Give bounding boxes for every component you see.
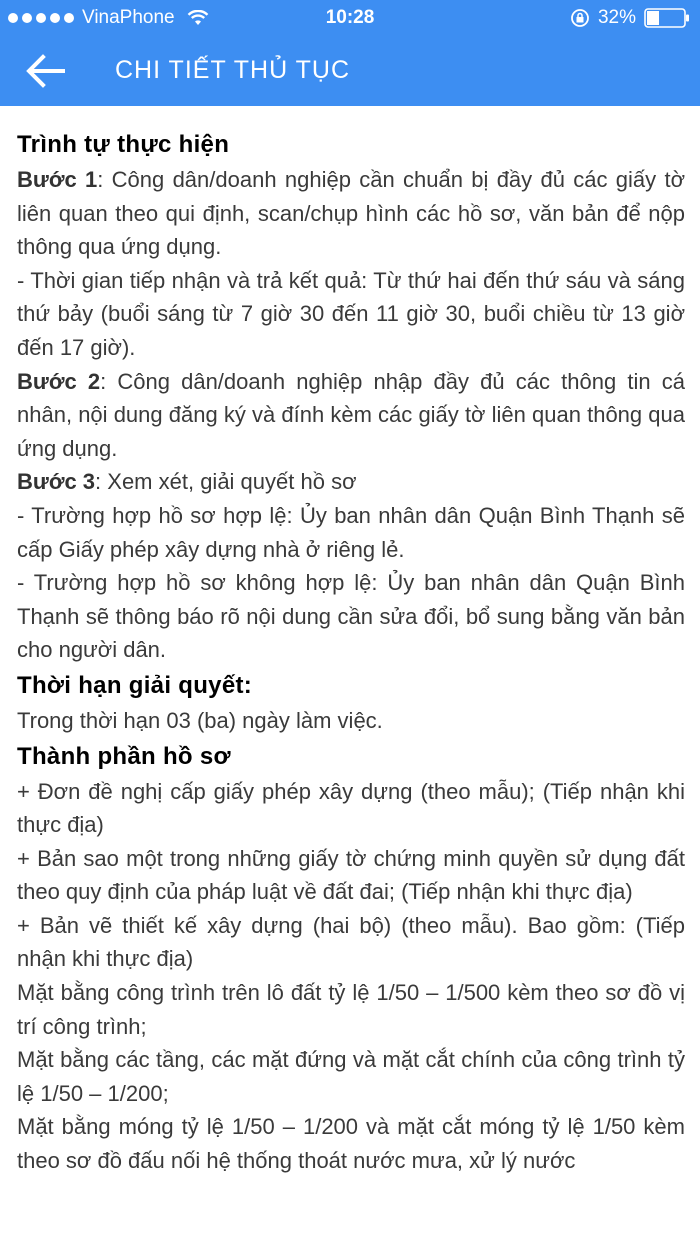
battery-percent: 32% xyxy=(597,7,636,28)
status-right xyxy=(570,0,690,36)
clock: 10:28 xyxy=(325,7,375,28)
document-item: + Bản sao một trong những giấy tờ chứng minh quyền sử dụng đất theo quy định của pháp luật về đất đai; (Tiếp nhận khi thực địa) xyxy=(17,845,685,905)
arrow-left-icon xyxy=(25,54,65,88)
step-1-note: - Thời gian tiếp nhận và trả kết quả: Từ thứ hai đến thứ sáu và sáng thứ bảy (buổi sáng từ 7 giờ 30 đến 11 giờ 30, buổi chiều từ 13 giờ đến 17 giờ). xyxy=(17,267,685,360)
deadline-text: Trong thời hạn 03 (ba) ngày làm việc. xyxy=(17,707,383,733)
procedure-detail-content xyxy=(17,126,685,1178)
carrier-name: VinaPhone xyxy=(82,7,175,28)
document-item: Mặt bằng móng tỷ lệ 1/50 – 1/200 và mặt cắt móng tỷ lệ 1/50 kèm theo sơ đồ đấu nối hệ thống thoát nước mưa, xử lý nước xyxy=(17,1114,685,1174)
app-bar xyxy=(0,36,700,106)
step-3-text: : Xem xét, giải quyết hồ sơ xyxy=(95,469,357,495)
section-title-process: Trình tự thực hiện xyxy=(17,131,230,158)
document-item: Mặt bằng công trình trên lô đất tỷ lệ 1/50 – 1/500 kèm theo sơ đồ vị trí công trình; xyxy=(17,980,685,1039)
battery-icon xyxy=(644,8,690,28)
document-item: Mặt bằng các tầng, các mặt đứng và mặt cắt chính của công trình tỷ lệ 1/50 – 1/200; xyxy=(17,1047,685,1106)
step-3-invalid-case: - Trường hợp hồ sơ không hợp lệ: Ủy ban nhân dân Quận Bình Thạnh sẽ thông báo rõ nội dung cần sửa đổi, bổ sung bằng văn bản cho người dân. xyxy=(17,570,685,663)
step-1 xyxy=(17,163,685,264)
rotation-lock-icon xyxy=(570,8,590,28)
page-title: CHI TIẾT THỦ TỤC xyxy=(115,56,351,84)
document-item: + Bản vẽ thiết kế xây dựng (hai bộ) (theo mẫu). Bao gồm: (Tiếp nhận khi thực địa) xyxy=(17,912,685,972)
back-button[interactable] xyxy=(20,49,70,93)
header xyxy=(0,0,700,106)
step-1-label: Bước 1 xyxy=(17,167,98,192)
step-2-label: Bước 2 xyxy=(17,368,101,394)
step-2-text: : Công dân/doanh nghiệp nhập đầy đủ các thông tin cá nhân, nội dung đăng ký và đính kèm các giấy tờ liên quan thông qua ứng dụng. xyxy=(17,368,686,461)
step-3-valid-case: - Trường hợp hồ sơ hợp lệ: Ủy ban nhân dân Quận Bình Thạnh sẽ cấp Giấy phép xây dựng nhà ở riêng lẻ. xyxy=(17,502,685,562)
status-bar xyxy=(0,0,700,36)
section-title-documents: Thành phần hồ sơ xyxy=(17,742,231,770)
step-2 xyxy=(17,365,685,466)
step-3-label: Bước 3 xyxy=(17,469,96,495)
step-1-text: : Công dân/doanh nghiệp cần chuẩn bị đầy đủ các giấy tờ liên quan theo qui định, scan/chụp hình các hồ sơ, văn bản để nộp thông qua ứng dụng. xyxy=(17,167,685,260)
step-3 xyxy=(17,465,685,499)
document-item: + Đơn đề nghị cấp giấy phép xây dựng (theo mẫu); (Tiếp nhận khi thực địa) xyxy=(17,778,685,838)
section-title-deadline: Thời hạn giải quyết: xyxy=(17,671,253,699)
